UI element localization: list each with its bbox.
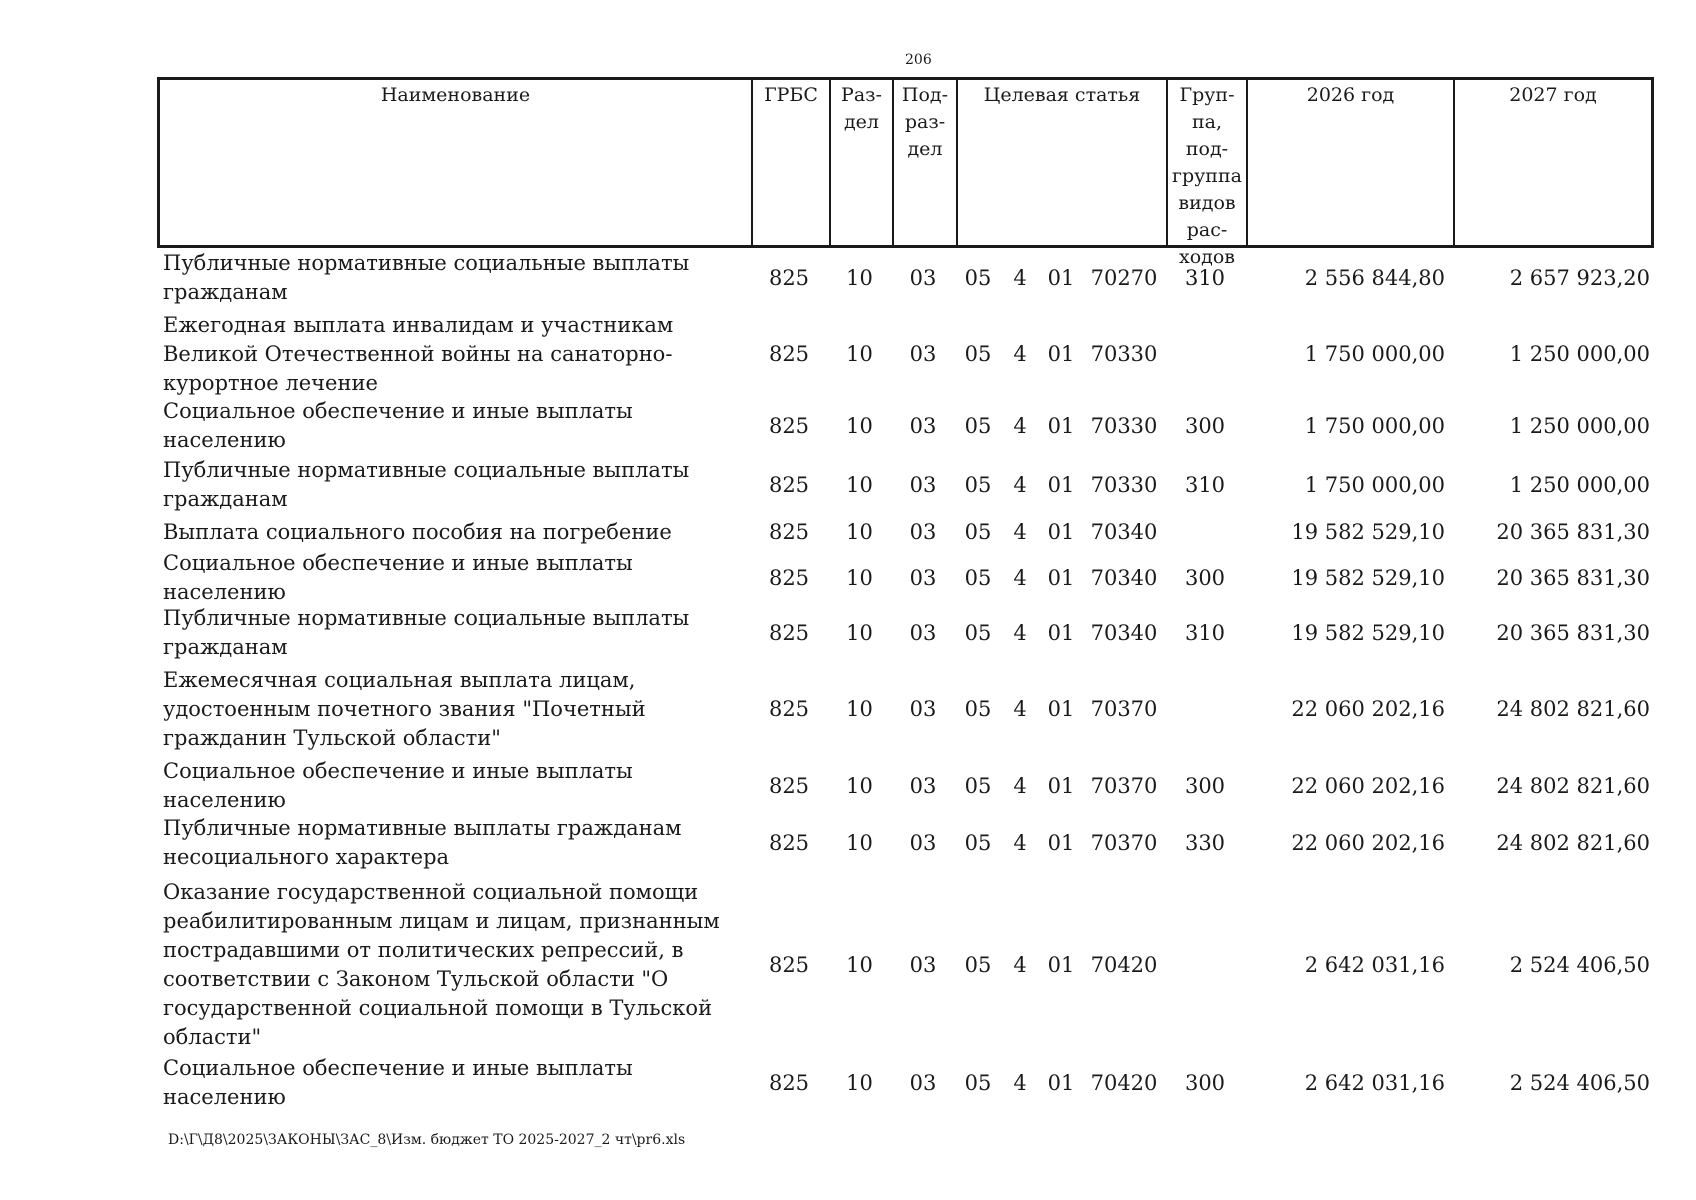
cell-podrazdel: 03 [909,266,937,290]
cell-target-direction: 70420 [1090,952,1158,977]
cell-expense-group [1165,515,1245,549]
cell-amount-2026: 19 582 529,10 [1291,520,1445,544]
cell-podrazdel: 03 [909,774,937,798]
cell-expense-group: 310 [1184,266,1226,290]
table-row [157,877,1654,1052]
cell-amount-2027: 24 802 821,60 [1496,697,1650,721]
cell-target-program: 05 [964,342,992,366]
header-name: Наименование [160,80,753,245]
cell-target-type: 4 [1013,342,1027,366]
cell-expense-group [1165,318,1245,390]
cell-podrazdel: 03 [909,1071,937,1095]
cell-amount-2027: 2 657 923,20 [1509,266,1650,290]
cell-razdel: 10 [846,621,873,645]
cell-amount-2026: 2 642 031,16 [1304,952,1445,977]
cell-target-type: 4 [1013,774,1027,798]
cell-amount-2027: 2 524 406,50 [1509,952,1650,977]
cell-grbs: 825 [768,1071,810,1095]
cell-podrazdel: 03 [909,621,937,645]
cell-target-subprogram: 01 [1047,473,1075,497]
cell-name: Ежемесячная социальная выплата лицам, удостоенным почетного звания "Почетный гражданин Тульской области" [163,667,646,750]
cell-expense-group: 310 [1184,621,1226,645]
cell-target-direction: 70370 [1090,831,1158,855]
cell-razdel: 10 [846,473,873,497]
cell-grbs: 825 [768,952,810,977]
cell-target-program: 05 [964,831,992,855]
cell-name: Выплата социального пособия на погребение [163,519,672,544]
cell-amount-2026: 19 582 529,10 [1291,621,1445,645]
cell-target-program: 05 [964,520,992,544]
cell-razdel: 10 [846,520,873,544]
cell-target-type: 4 [1013,1071,1027,1095]
cell-target-subprogram: 01 [1047,414,1075,438]
cell-target-direction: 70370 [1090,774,1158,798]
cell-target-type: 4 [1013,697,1027,721]
cell-razdel: 10 [846,1071,873,1095]
cell-target-direction: 70340 [1090,566,1158,590]
table-header [157,77,1654,268]
cell-name: Социальное обеспечение и иные выплаты населению [163,399,633,452]
cell-target-subprogram: 01 [1047,774,1075,798]
cell-target-type: 4 [1013,831,1027,855]
cell-amount-2027: 20 365 831,30 [1496,520,1650,544]
cell-amount-2026: 22 060 202,16 [1291,697,1445,721]
cell-target-subprogram: 01 [1047,266,1075,290]
cell-target-program: 05 [964,621,992,645]
cell-grbs: 825 [768,520,810,544]
cell-target-direction: 70330 [1090,342,1158,366]
cell-target-program: 05 [964,473,992,497]
cell-amount-2026: 19 582 529,10 [1291,566,1445,590]
cell-grbs: 825 [768,342,810,366]
cell-target-direction: 70330 [1090,473,1158,497]
cell-name: Публичные нормативные социальные выплаты гражданам [163,251,690,304]
cell-target-subprogram: 01 [1047,831,1075,855]
cell-name: Публичные нормативные социальные выплаты гражданам [163,458,690,511]
cell-expense-group: 330 [1184,831,1226,855]
cell-name: Социальное обеспечение и иные выплаты населению [163,759,633,812]
cell-target-direction: 70420 [1090,1071,1158,1095]
cell-podrazdel: 03 [909,414,937,438]
cell-razdel: 10 [846,414,873,438]
table-row [157,515,1654,549]
cell-name: Публичные нормативные социальные выплаты гражданам [163,606,690,659]
cell-amount-2027: 1 250 000,00 [1509,473,1650,497]
cell-expense-group [1165,877,1245,1052]
cell-target-subprogram: 01 [1047,1071,1075,1095]
cell-target-type: 4 [1013,566,1027,590]
cell-amount-2027: 24 802 821,60 [1496,831,1650,855]
cell-target-type: 4 [1013,473,1027,497]
table-row [157,665,1654,753]
cell-amount-2026: 1 750 000,00 [1304,342,1445,366]
cell-razdel: 10 [846,952,873,977]
cell-target-subprogram: 01 [1047,520,1075,544]
table-row [157,759,1654,812]
table-row [157,603,1654,663]
cell-amount-2026: 2 642 031,16 [1304,1071,1445,1095]
cell-podrazdel: 03 [909,520,937,544]
cell-grbs: 825 [768,414,810,438]
cell-podrazdel: 03 [909,342,937,366]
cell-amount-2027: 20 365 831,30 [1496,621,1650,645]
cell-razdel: 10 [846,266,873,290]
cell-expense-group: 300 [1184,774,1226,798]
cell-expense-group: 310 [1184,473,1226,497]
cell-podrazdel: 03 [909,831,937,855]
header-grbs: ГРБС [753,80,831,245]
cell-amount-2027: 20 365 831,30 [1496,566,1650,590]
cell-grbs: 825 [768,621,810,645]
table-row [157,1056,1654,1109]
cell-podrazdel: 03 [909,697,937,721]
cell-target-subprogram: 01 [1047,621,1075,645]
cell-expense-group: 300 [1184,566,1226,590]
cell-target-program: 05 [964,697,992,721]
cell-expense-group: 300 [1184,414,1226,438]
cell-grbs: 825 [768,697,810,721]
cell-target-program: 05 [964,266,992,290]
cell-target-direction: 70340 [1090,621,1158,645]
cell-razdel: 10 [846,774,873,798]
cell-amount-2026: 22 060 202,16 [1291,831,1445,855]
cell-amount-2027: 1 250 000,00 [1509,414,1650,438]
cell-name: Оказание государственной социальной помощи реабилитированным лицам и лицам, признанным пострадавшими от политических репрессий, в соответствии с Законом Тульской области "О государственной социальной помощи в Тульской области" [163,879,720,1049]
table-row [157,813,1654,873]
cell-target-type: 4 [1013,266,1027,290]
cell-expense-group [1165,665,1245,753]
cell-name: Социальное обеспечение и иные выплаты населению [163,551,633,604]
cell-amount-2027: 24 802 821,60 [1496,774,1650,798]
cell-target-subprogram: 01 [1047,697,1075,721]
cell-razdel: 10 [846,831,873,855]
cell-amount-2026: 22 060 202,16 [1291,774,1445,798]
cell-grbs: 825 [768,831,810,855]
cell-grbs: 825 [768,774,810,798]
table-row [157,455,1654,515]
page-number: 206 [905,52,932,68]
cell-target-direction: 70370 [1090,697,1158,721]
cell-podrazdel: 03 [909,566,937,590]
header-razdel: Раз- дел [831,80,894,245]
cell-razdel: 10 [846,697,873,721]
cell-target-direction: 70340 [1090,520,1158,544]
cell-razdel: 10 [846,342,873,366]
cell-target-program: 05 [964,1071,992,1095]
table-row [157,248,1654,308]
table-row [157,551,1654,604]
cell-target-type: 4 [1013,520,1027,544]
cell-grbs: 825 [768,266,810,290]
cell-amount-2026: 1 750 000,00 [1304,414,1445,438]
cell-amount-2026: 1 750 000,00 [1304,473,1445,497]
cell-amount-2026: 2 556 844,80 [1304,266,1445,290]
header-podrazdel: Под- раз- дел [894,80,958,245]
cell-target-program: 05 [964,774,992,798]
table-row [157,312,1654,395]
cell-podrazdel: 03 [909,473,937,497]
cell-grbs: 825 [768,566,810,590]
cell-target-direction: 70270 [1090,266,1158,290]
cell-amount-2027: 1 250 000,00 [1509,342,1650,366]
cell-target-program: 05 [964,952,992,977]
file-path-footer: D:\Г\Д8\2025\ЗАКОНЫ\ЗАС_8\Изм. бюджет ТО 2025-2027_2 чт\pr6.xls [168,1132,686,1148]
cell-amount-2027: 2 524 406,50 [1509,1071,1650,1095]
cell-target-program: 05 [964,566,992,590]
cell-name: Социальное обеспечение и иные выплаты населению [163,1056,633,1109]
header-group: Груп- па, под- группа видов рас- ходов [1168,80,1248,245]
cell-name: Публичные нормативные выплаты гражданам несоциального характера [163,816,682,869]
cell-expense-group: 300 [1184,1071,1226,1095]
cell-name: Ежегодная выплата инвалидам и участникам Великой Отечественной войны на санаторно-курортное лечение [163,312,674,395]
cell-target-direction: 70330 [1090,414,1158,438]
cell-target-subprogram: 01 [1047,342,1075,366]
cell-target-program: 05 [964,414,992,438]
cell-target-type: 4 [1013,621,1027,645]
cell-target-type: 4 [1013,414,1027,438]
cell-grbs: 825 [768,473,810,497]
cell-target-subprogram: 01 [1047,566,1075,590]
cell-target-type: 4 [1013,952,1027,977]
header-2027: 2027 год [1509,84,1597,106]
table-row [157,399,1654,452]
cell-target-subprogram: 01 [1047,952,1075,977]
cell-podrazdel: 03 [909,952,937,977]
header-2026: 2026 год [1248,80,1455,245]
header-target: Целевая статья [958,80,1168,245]
cell-razdel: 10 [846,566,873,590]
